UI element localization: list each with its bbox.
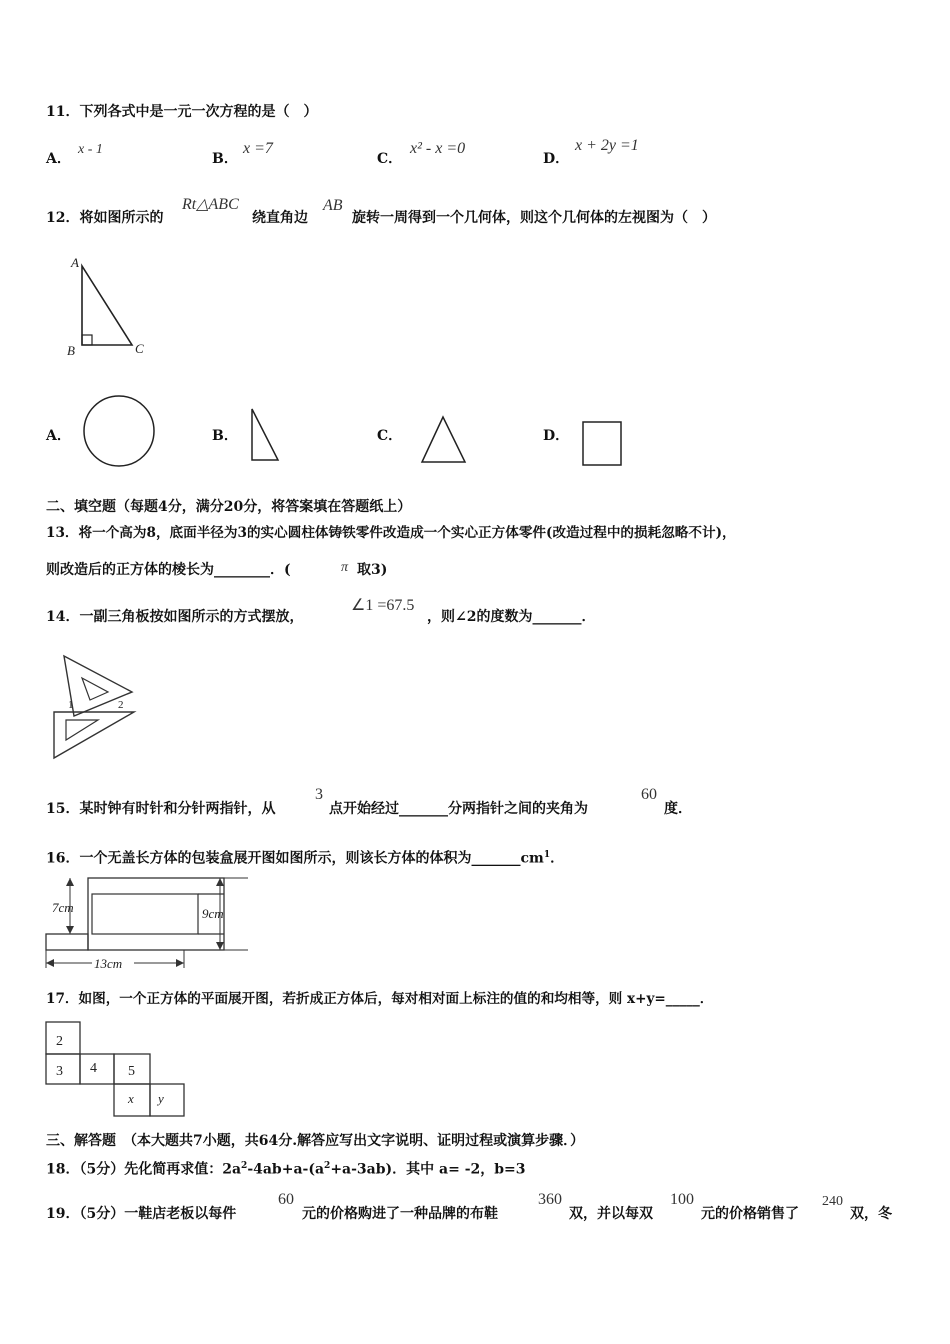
q16-stem-text: 16．一个无盖长方体的包装盒展开图如图所示，则该长方体的体积为_______cm xyxy=(46,850,544,867)
q19-part-c: 双，并以每双 xyxy=(569,1206,653,1222)
q14-angle-expr: ∠1 =67.5 xyxy=(351,597,415,614)
q12-option-b-right-triangle xyxy=(248,406,282,464)
q14-label-1: 1 xyxy=(68,699,74,711)
q14-stem-b: ，则∠2的度数为_______． xyxy=(427,609,596,625)
q12-label-a: A xyxy=(71,255,79,270)
q17-cell-4: 4 xyxy=(90,1061,97,1076)
section-3-heading: 三、解答题 （本大题共7小题，共64分.解答应写出文字说明、证明过程或演算步骤．） xyxy=(46,1133,585,1149)
q17-cell-x: x xyxy=(128,1091,134,1106)
q19-part-a: 19．（5分）一鞋店老板以每件 xyxy=(46,1206,237,1222)
q15-stem-c: 度． xyxy=(664,801,692,817)
q18-part-c: +a-3ab)．其中 a= -2，b=3 xyxy=(330,1161,526,1178)
q12-label-b: B xyxy=(67,343,75,358)
q12-option-b-letter: B． xyxy=(212,428,238,444)
q18-stem xyxy=(46,1157,526,1179)
q16-stem-tail: ． xyxy=(550,850,565,867)
q12-option-d-square xyxy=(580,420,624,468)
q15-stem-b: 点开始经过_______分两指针之间的夹角为 xyxy=(329,801,588,817)
q16-unit-superscript: 1 xyxy=(543,850,551,860)
q16-label-7cm: 7cm xyxy=(52,900,74,915)
q13-line-1: 13．将一个高为8，底面半径为3的实心圆柱体铸铁零件改造成一个实心正方体零件(改造过程中的损耗忽略不计)， xyxy=(46,525,736,541)
q11-option-b-letter: B． xyxy=(212,151,238,167)
q12-option-c-letter: C． xyxy=(377,428,403,444)
q11-option-c-expr: x² - x =0 xyxy=(410,140,466,157)
q13-pi-symbol: π xyxy=(341,560,349,575)
q12-stem-a: 12．将如图所示的 xyxy=(46,210,164,226)
q11-stem: 11．下列各式中是一元一次方程的是（ ） xyxy=(46,104,318,120)
q19-number-240: 240 xyxy=(822,1194,843,1209)
q17-cube-net-figure xyxy=(44,1020,188,1120)
q16-label-9cm: 9cm xyxy=(202,906,224,921)
q11-option-d-expr: x + 2y =1 xyxy=(575,137,639,154)
q16-box-net-figure xyxy=(44,874,250,974)
q18-superscript-2: 2 xyxy=(324,1161,331,1171)
section-2-heading: 二、填空题（每题4分，满分20分，将答案填在答题纸上） xyxy=(46,499,412,515)
q12-label-c: C xyxy=(135,341,144,356)
q16-stem xyxy=(46,846,564,868)
q15-number-60: 60 xyxy=(641,786,657,803)
q12-expr-ab: AB xyxy=(323,197,343,214)
q18-part-b: -4ab+a-(a xyxy=(247,1161,325,1178)
q14-set-squares-figure xyxy=(50,652,150,764)
q19-part-b: 元的价格购进了一种品牌的布鞋 xyxy=(302,1206,498,1222)
q15-number-3: 3 xyxy=(315,786,323,803)
q19-number-100: 100 xyxy=(670,1191,694,1208)
q11-option-d-letter: D． xyxy=(543,151,570,167)
q12-expr-rt-abc: Rt△ABC xyxy=(182,196,239,213)
q17-cell-3: 3 xyxy=(56,1064,63,1079)
q16-label-13cm: 13cm xyxy=(94,956,123,971)
q14-label-2: 2 xyxy=(118,699,124,711)
q17-stem: 17．如图，一个正方体的平面展开图，若折成正方体后，每对相对面上标注的值的和均相等，则 x+y=_____． xyxy=(46,991,714,1007)
q15-stem-a: 15．某时钟有时针和分针两指针，从 xyxy=(46,801,276,817)
q19-part-e: 双，冬 xyxy=(850,1206,892,1222)
q12-stem-c: 旋转一周得到一个几何体，则这个几何体的左视图为（ ） xyxy=(352,210,716,226)
q14-stem-a: 14．一副三角板按如图所示的方式摆放， xyxy=(46,609,304,625)
q19-part-d: 元的价格销售了 xyxy=(701,1206,799,1222)
q12-stem-b: 绕直角边 xyxy=(252,210,308,226)
q19-number-60: 60 xyxy=(278,1191,294,1208)
q11-option-a-expr: x - 1 xyxy=(78,142,103,157)
q13-line-2-a: 则改造后的正方体的棱长为________．( xyxy=(46,562,291,578)
q12-option-c-isosceles-triangle xyxy=(419,414,469,466)
q17-cell-y: y xyxy=(158,1091,164,1106)
q11-option-b-expr: x =7 xyxy=(243,140,273,157)
q11-option-c-letter: C． xyxy=(377,151,403,167)
q17-cell-2: 2 xyxy=(56,1034,63,1049)
q11-option-a-letter: A． xyxy=(46,151,71,167)
q18-superscript-1: 2 xyxy=(241,1161,248,1171)
q12-option-a-letter: A． xyxy=(46,428,71,444)
q12-option-d-letter: D． xyxy=(543,428,570,444)
q17-cell-5: 5 xyxy=(128,1064,135,1079)
q19-number-360: 360 xyxy=(538,1191,562,1208)
q12-triangle-figure xyxy=(60,252,160,362)
q13-line-2-b: 取3) xyxy=(357,562,388,578)
q18-part-a: 18．（5分）先化简再求值：2a xyxy=(46,1161,242,1178)
q12-option-a-circle xyxy=(82,394,158,470)
